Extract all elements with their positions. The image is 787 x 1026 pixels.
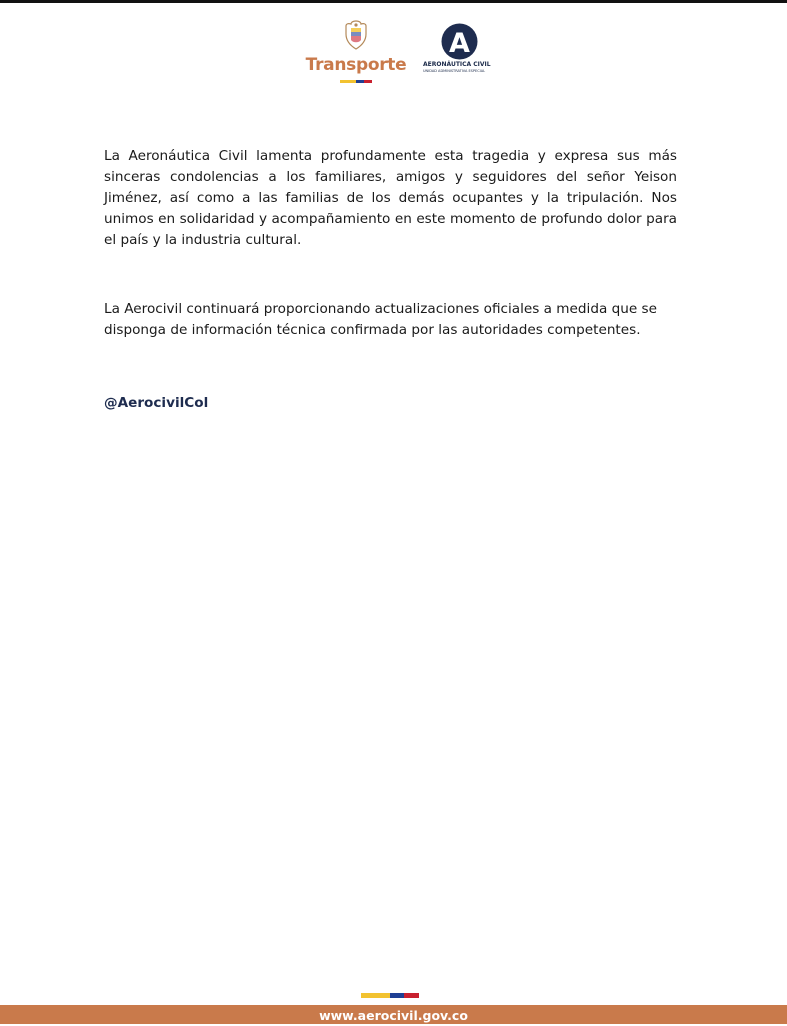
agency-subtitle: UNIDAD ADMINISTRATIVA ESPECIAL — [423, 69, 486, 73]
footer-url-link[interactable]: www.aerocivil.gov.co — [319, 1008, 468, 1023]
flag-stripe — [340, 80, 372, 83]
social-handle[interactable]: @AerocivilCol — [104, 395, 209, 411]
agency-logo-letter: A — [449, 28, 470, 59]
agency-logo — [423, 23, 503, 83]
paragraph-updates: La Aerocivil continuará proporcionando actualizaciones oficiales a medida que se disponga de información técnica confirmada por las autoridades competentes. — [104, 301, 657, 338]
statement-body — [104, 146, 677, 414]
footer-url-band — [0, 1005, 787, 1024]
top-border-rule — [0, 0, 787, 3]
aerocivil-a-icon — [441, 23, 478, 60]
footer-flag-stripe — [361, 993, 419, 998]
ministry-name: Transporte — [305, 55, 407, 75]
letterhead — [0, 20, 787, 90]
ministry-logo — [303, 20, 409, 86]
paragraph-condolences: La Aeronáutica Civil lamenta profundamente esta tragedia y expresa sus más sinceras condolencias a los familiares, amigos y seguidores del señor Yeison Jiménez, así como a las familias de los demás ocupantes y la tripulación. Nos unimos en solidaridad y acompañamiento en este momento de profundo dolor para el país y la industria cultural. — [104, 148, 677, 248]
coat-of-arms-icon — [343, 20, 369, 50]
agency-name: AERONÁUTICA CIVIL — [423, 61, 491, 68]
